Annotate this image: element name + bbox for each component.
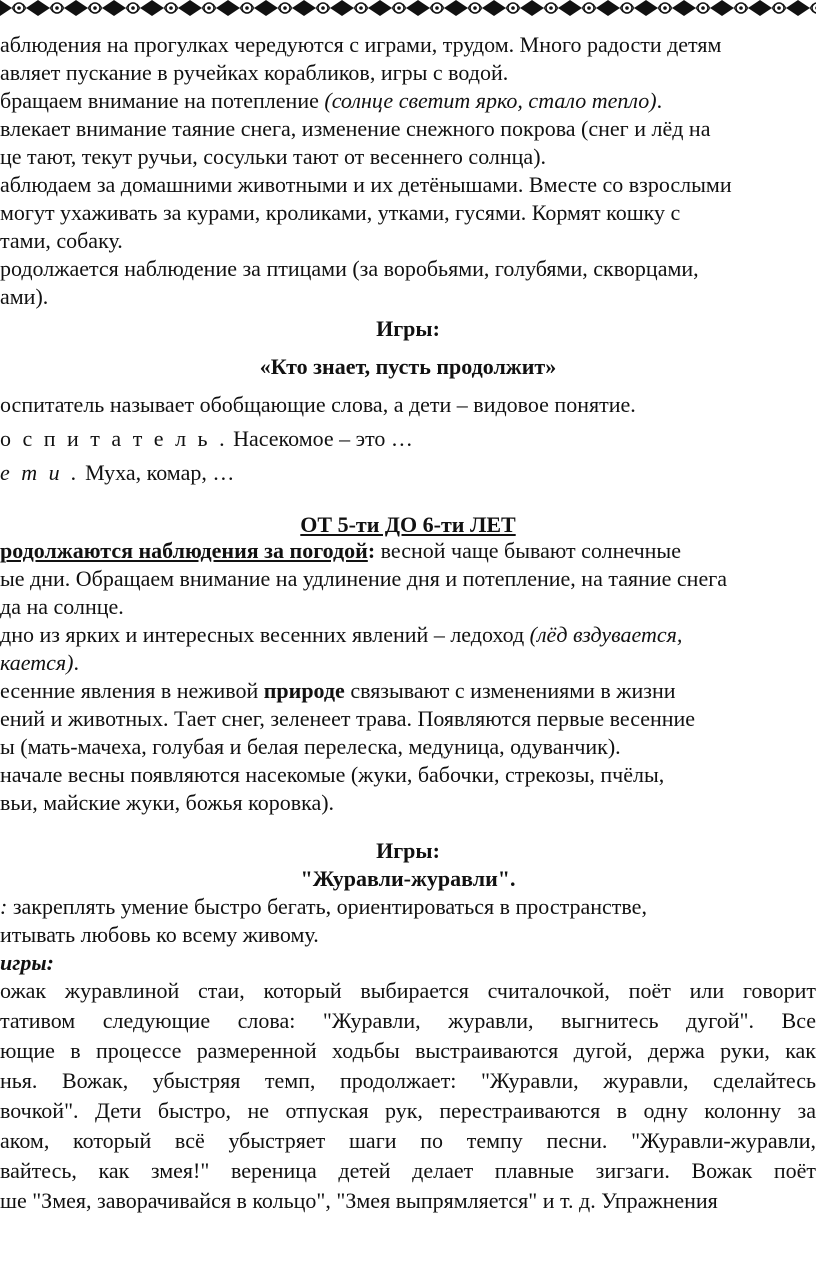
italic-text: кается) <box>0 650 74 675</box>
text-span: связывают с изменениями в жизни <box>344 678 676 703</box>
text-line: авляет пускание в ручейках корабликов, игры с водой. <box>0 60 509 85</box>
text-line: тативом следующие слова: "Журавли, журавли, выгнитесь дугой". Все <box>0 1008 816 1033</box>
text-line <box>0 460 816 486</box>
section-heading-games: Игры: <box>376 838 440 863</box>
section-heading-games: Игры: <box>376 316 440 341</box>
text-span: дно из ярких и интересных весенних явлений – ледоход <box>0 622 530 647</box>
text-line: це тают, текут ручьи, сосульки тают от весеннего солнца). <box>0 144 547 169</box>
text-line: влекает внимание таяние снега, изменение снежного покрова (снег и лёд на <box>0 116 711 141</box>
bold-underlined-text: родолжаются наблюдения за погодой <box>0 538 368 563</box>
text-line: итывать любовь ко всему живому. <box>0 922 319 947</box>
bold-text: природе <box>263 678 345 703</box>
text-line <box>0 538 816 564</box>
text-line: родолжается наблюдение за птицами (за воробьями, голубями, скворцами, <box>0 256 699 281</box>
bold-text: : <box>367 538 376 563</box>
text-span: закреплять умение быстро бегать, ориентироваться в пространстве, <box>7 894 647 919</box>
italic-text: : <box>0 894 8 919</box>
ornament-border-icon <box>0 0 816 16</box>
text-line: оспитатель называет обобщающие слова, а дети – видовое понятие. <box>0 392 636 417</box>
text-line: могут ухаживать за курами, кроликами, утками, гусями. Кормят кошку с <box>0 200 681 225</box>
text-span: . <box>73 650 79 675</box>
text-line <box>0 678 816 704</box>
text-line: аблюдения на прогулках чередуются с играми, трудом. Много радости детям <box>0 32 722 57</box>
text-line: ений и животных. Тает снег, зеленеет трава. Появляются первые весенние <box>0 706 696 731</box>
text-line: ющие в процессе размеренной ходьбы выстраиваются дугой, держа руки, как <box>0 1038 816 1063</box>
text-line <box>0 88 816 114</box>
subheading-game-rules: игры: <box>0 950 54 975</box>
text-line: да на солнце. <box>0 594 124 619</box>
text-line: аблюдаем за домашними животными и их детёнышами. Вместе со взрослыми <box>0 172 732 197</box>
text-line: тами, собаку. <box>0 228 123 253</box>
text-line: вьи, майские жуки, божья коровка). <box>0 790 335 815</box>
text-line: ы (мать-мачеха, голубая и белая перелеска, медуница, одуванчик). <box>0 734 621 759</box>
text-line: ше "Змея, заворачивайся в кольцо", "Змея выпрямляется" и т. д. Упражнения <box>0 1188 718 1213</box>
italic-text: е т и . <box>0 460 80 485</box>
decorative-top-border <box>0 0 816 16</box>
text-line: вочкой". Дети быстро, не отпуская рук, перестраиваются в одну колонну за <box>0 1098 816 1123</box>
text-line: нья. Вожак, убыстряя темп, продолжает: "Журавли, журавли, сделайтесь <box>0 1068 816 1093</box>
text-span: весной чаще бывают солнечные <box>375 538 681 563</box>
text-line: ожак журавлиной стаи, который выбирается считалочкой, поёт или говорит <box>0 978 816 1003</box>
text-span: бращаем внимание на потепление <box>0 88 325 113</box>
text-span: Муха, комар, … <box>79 460 235 485</box>
text-span: есенние явления в неживой <box>0 678 264 703</box>
text-line <box>0 894 816 920</box>
text-line <box>0 622 816 648</box>
text-span: о с п и т а т е л ь . <box>0 426 228 451</box>
text-line: ами). <box>0 284 49 309</box>
italic-text: (лёд вздувается, <box>529 622 683 647</box>
game-title: "Журавли-журавли". <box>300 866 516 891</box>
text-line <box>0 650 816 676</box>
text-line: начале весны появляются насекомые (жуки, бабочки, стрекозы, пчёлы, <box>0 762 665 787</box>
text-span: Насекомое – это … <box>227 426 413 451</box>
text-line: вайтесь, как змея!" вереница детей делает плавные зигзаги. Вожак поёт <box>0 1158 816 1183</box>
text-line: ые дни. Обращаем внимание на удлинение дня и потепление, на таяние снега <box>0 566 728 591</box>
text-line: аком, который всё убыстряет шаги по темпу песни. "Журавли-журавли, <box>0 1128 816 1153</box>
text-line <box>0 426 816 452</box>
italic-text: (солнце светит ярко, стало тепло) <box>324 88 657 113</box>
text-span: . <box>656 88 663 113</box>
age-heading: ОТ 5-ти ДО 6-ти ЛЕТ <box>300 512 516 537</box>
game-title: «Кто знает, пусть продолжит» <box>259 354 557 379</box>
